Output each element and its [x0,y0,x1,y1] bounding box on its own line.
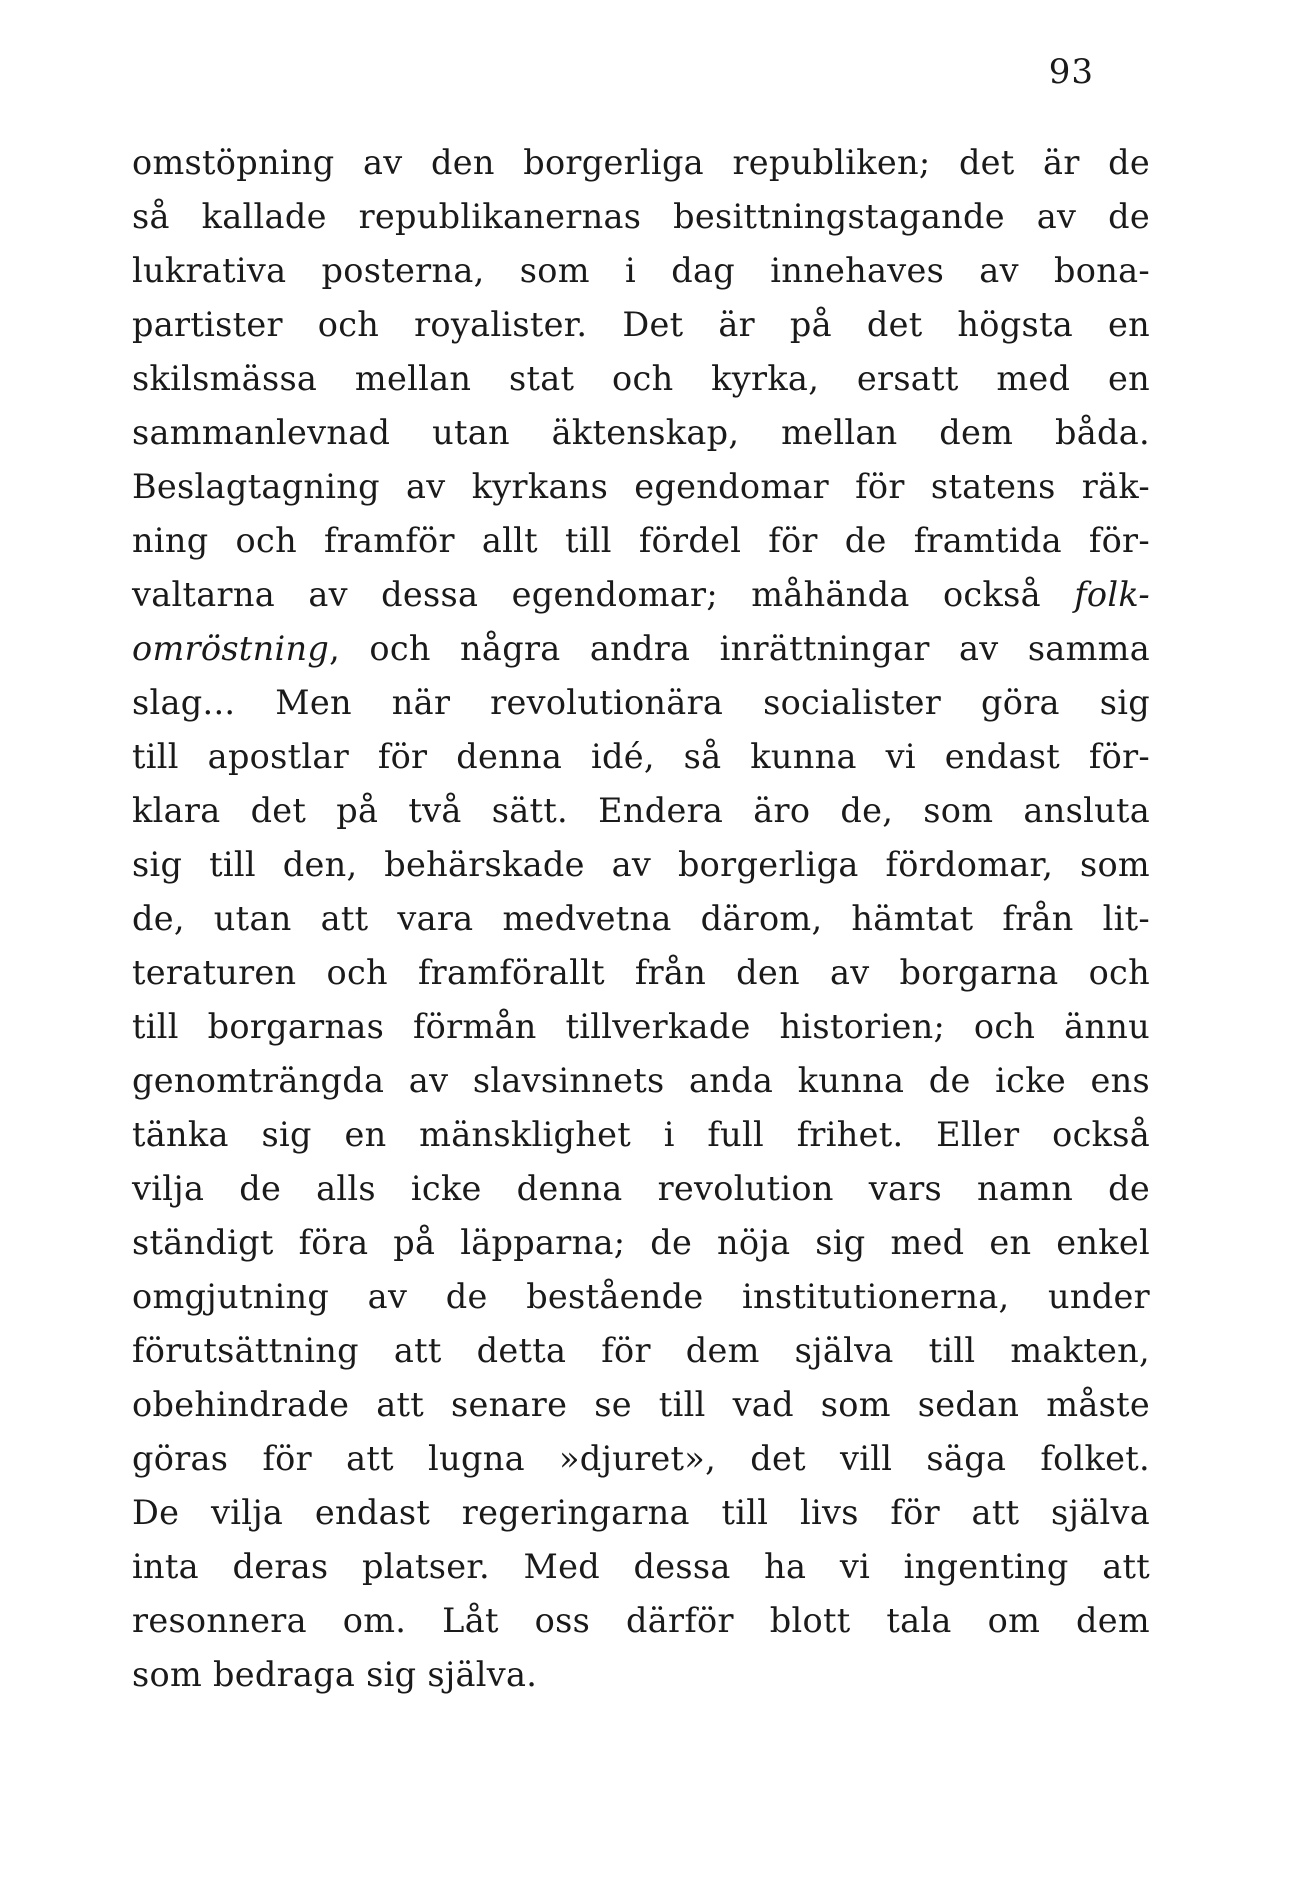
text-line: lukrativa posterna, som i dag innehaves av bona- [132,251,1150,290]
text-line: sammanlevnad utan äktenskap, mellan dem båda. [132,413,1150,452]
text-segment: valtarna av dessa egendomar; måhända också [132,575,1075,614]
text-line: skilsmässa mellan stat och kyrka, ersatt med en [132,359,1150,398]
text-segment: , och några andra inrättningar av samma [329,629,1150,668]
text-line: som bedraga sig själva. [132,1655,538,1694]
body-text [132,136,1150,1702]
text-line: förutsättning att detta för dem själva till makten, [132,1331,1150,1370]
text-line: de, utan att vara medvetna därom, hämtat från lit- [132,899,1150,938]
text-line [132,568,1150,622]
text-line: vilja de alls icke denna revolution vars namn de [132,1169,1150,1208]
text-line: inta deras platser. Med dessa ha vi ingenting att [132,1547,1150,1586]
text-line: klara det på två sätt. Endera äro de, som ansluta [132,791,1150,830]
text-line [132,622,1150,676]
text-line: göras för att lugna »djuret», det vill säga folket. [132,1439,1150,1478]
text-line: så kallade republikanernas besittningstagande av de [132,197,1150,236]
text-line: resonnera om. Låt oss därför blott tala om dem [132,1601,1150,1640]
text-line: ständigt föra på läpparna; de nöja sig med en enkel [132,1223,1150,1262]
text-line: De vilja endast regeringarna till livs för att själva [132,1493,1150,1532]
text-line: till apostlar för denna idé, så kunna vi endast för- [132,737,1150,776]
text-line: Beslagtagning av kyrkans egendomar för statens räk- [132,467,1150,506]
text-line: ning och framför allt till fördel för de framtida för- [132,521,1150,560]
text-line: slag... Men när revolutionära socialister göra sig [132,683,1150,722]
text-line: sig till den, behärskade av borgerliga fördomar, som [132,845,1150,884]
text-line: omgjutning av de bestående institutionerna, under [132,1277,1150,1316]
text-line: obehindrade att senare se till vad som sedan måste [132,1385,1150,1424]
italic-term: omröstning [132,629,330,668]
text-line: genomträngda av slavsinnets anda kunna de icke ens [132,1061,1150,1100]
text-line: partister och royalister. Det är på det högsta en [132,305,1150,344]
page-number: 93 [1048,52,1094,92]
italic-term: folk- [1074,575,1150,614]
text-line: omstöpning av den borgerliga republiken; det är de [132,143,1150,182]
text-line: till borgarnas förmån tillverkade historien; och ännu [132,1007,1150,1046]
text-line: teraturen och framförallt från den av borgarna och [132,953,1150,992]
text-line: tänka sig en mänsklighet i full frihet. Eller också [132,1115,1150,1154]
